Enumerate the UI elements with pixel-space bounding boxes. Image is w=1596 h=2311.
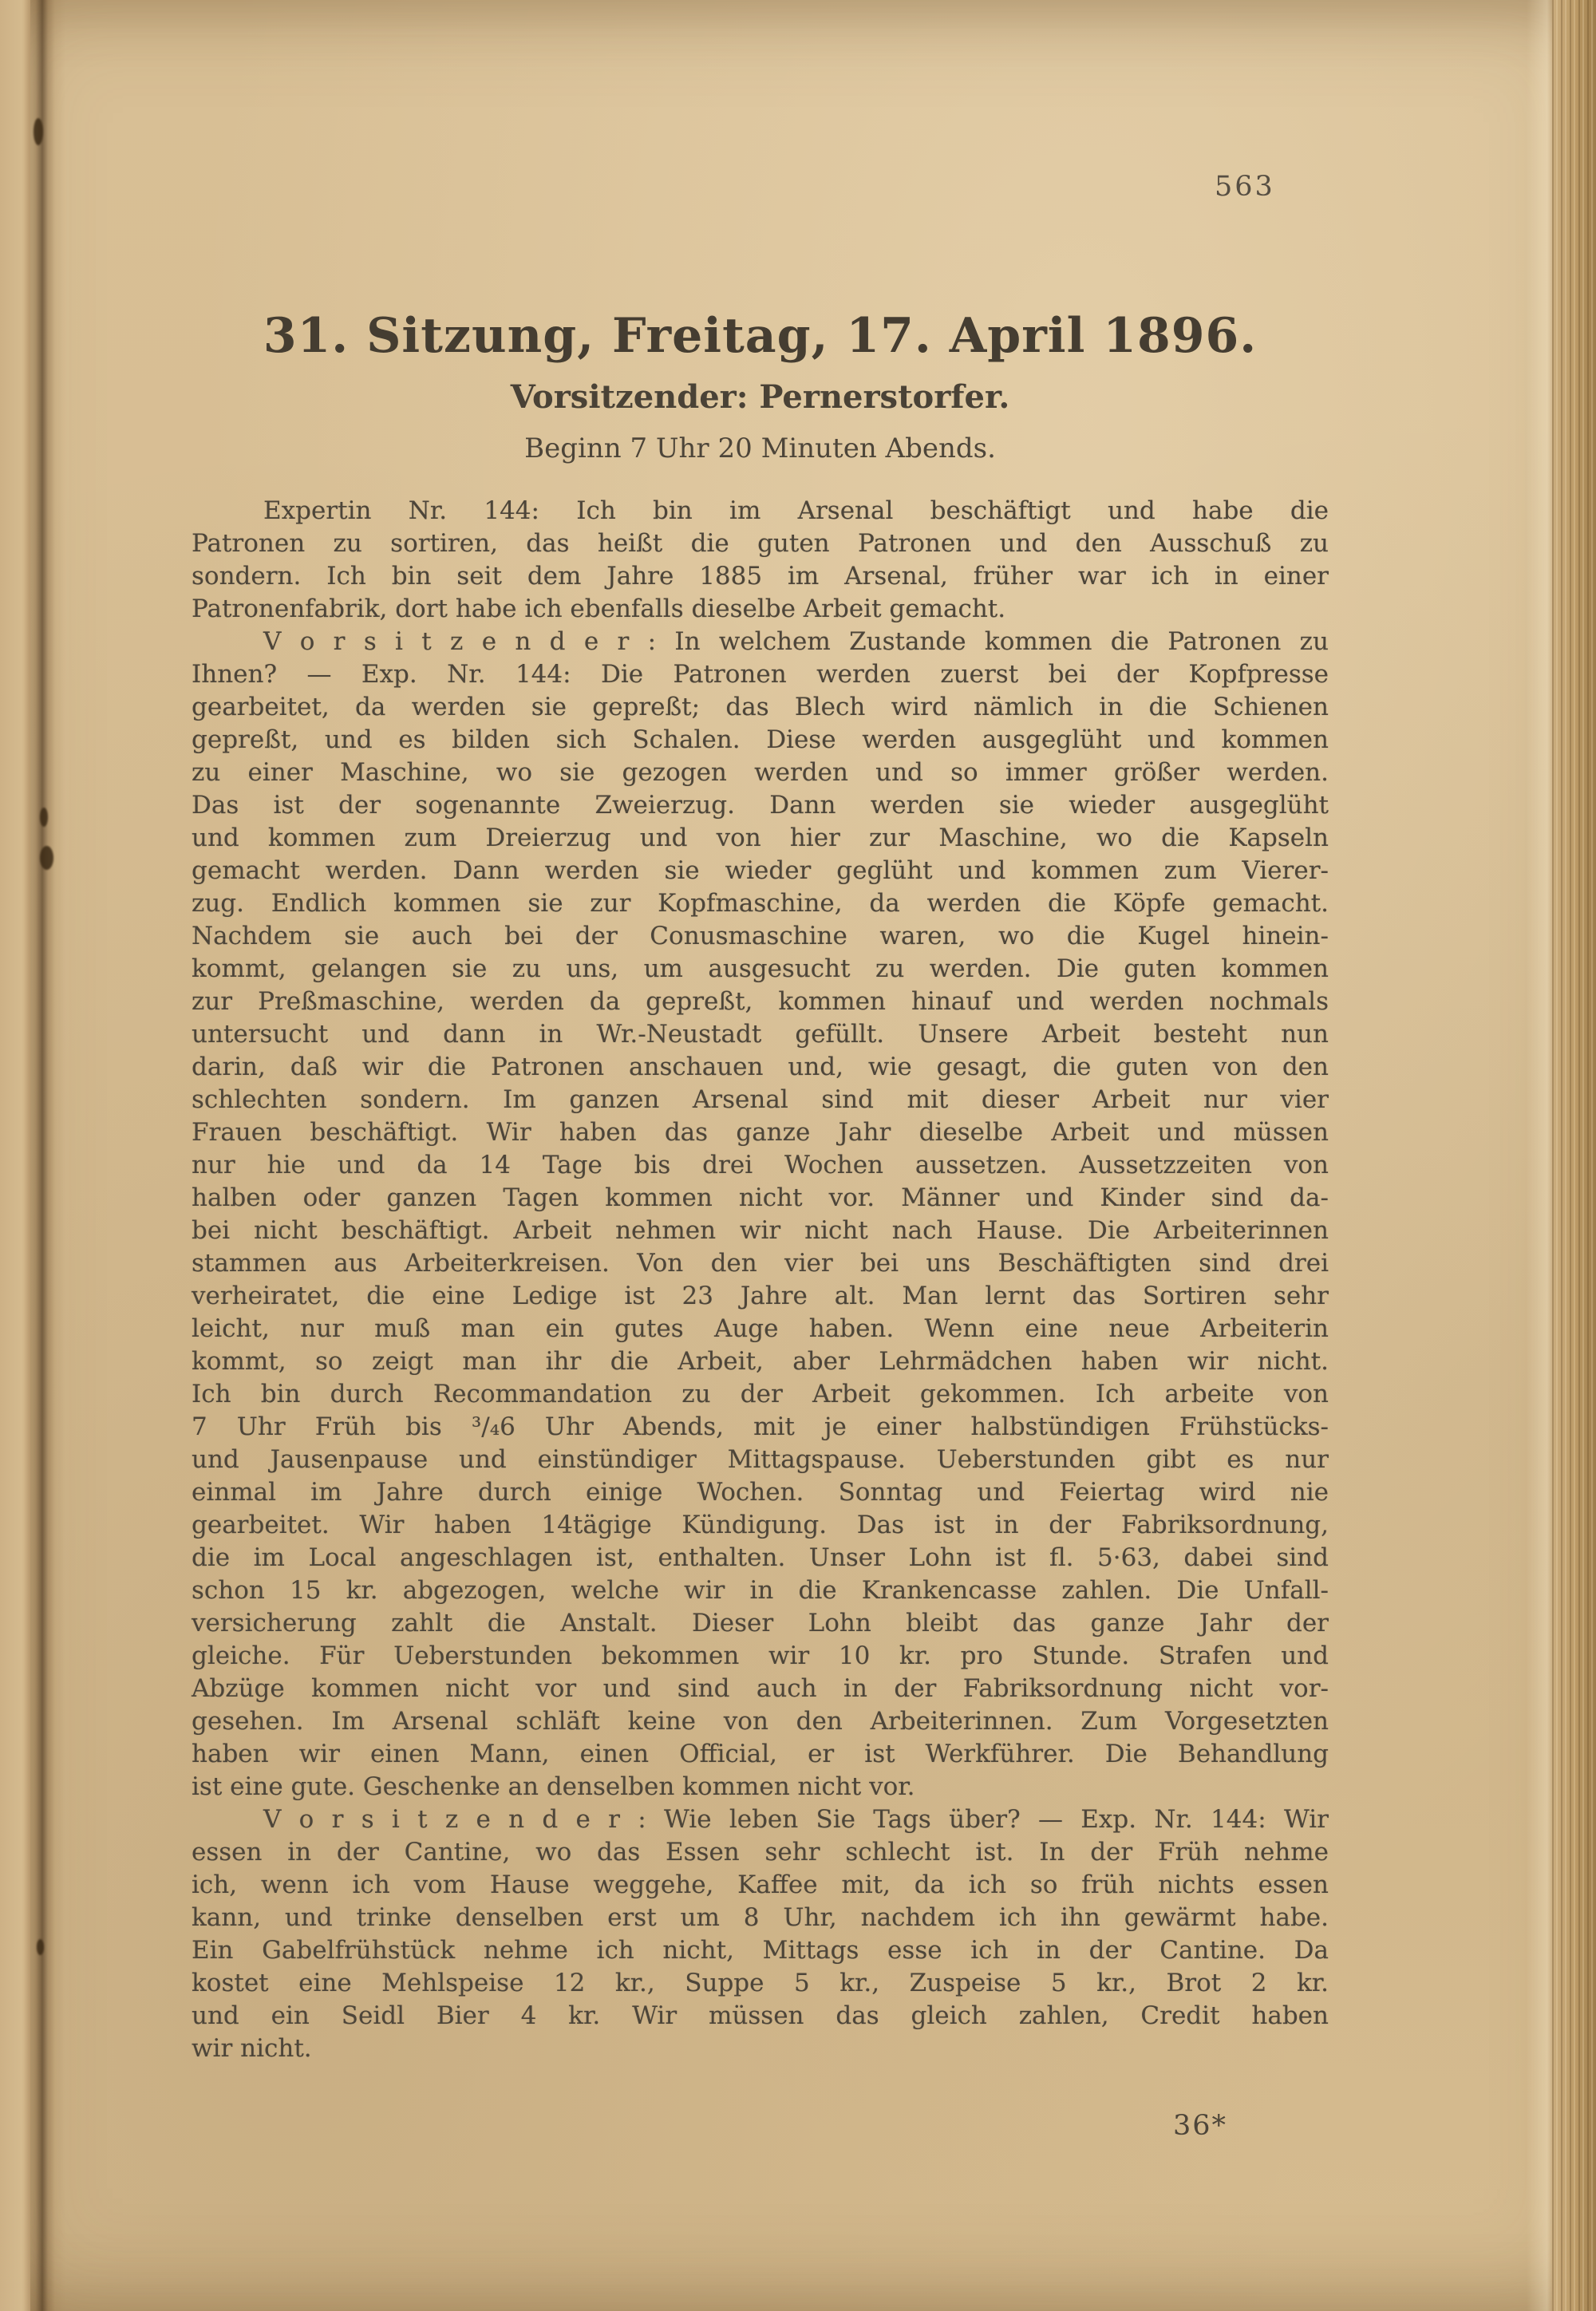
text-line: einmal im Jahre durch einige Wochen. Sonntag und Feiertag wird nie (192, 1478, 1329, 1507)
text-line: gleiche. Für Ueberstunden bekommen wir 10 kr. pro Stunde. Strafen und (192, 1641, 1329, 1670)
text-line: und Jausenpause und einstündiger Mittagspause. Ueberstunden gibt es nur (192, 1445, 1329, 1474)
text-line: Das ist der sogenannte Zweierzug. Dann werden sie wieder ausgeglüht (192, 791, 1329, 820)
text-line: gesehen. Im Arsenal schläft keine von den Arbeiterinnen. Zum Vorgesetzten (192, 1707, 1329, 1736)
text-line: Ihnen? — Exp. Nr. 144: Die Patronen werden zuerst bei der Kopfpresse (192, 660, 1329, 689)
text-line: untersucht und dann in Wr.-Neustadt gefüllt. Unsere Arbeit besteht nun (192, 1020, 1329, 1049)
text-line: verheiratet, die eine Ledige ist 23 Jahre alt. Man lernt das Sortiren sehr (192, 1282, 1329, 1310)
text-line: und ein Seidl Bier 4 kr. Wir müssen das gleich zahlen, Credit haben (192, 2001, 1329, 2030)
text-line: sondern. Ich bin seit dem Jahre 1885 im Arsenal, früher war ich in einer (192, 562, 1329, 591)
text-line: kommt, so zeigt man ihr die Arbeit, aber Lehrmädchen haben wir nicht. (192, 1347, 1329, 1376)
page-number: 563 (1215, 171, 1275, 203)
text-line: die im Local angeschlagen ist, enthalten. Unser Lohn ist fl. 5·63, dabei sind (192, 1543, 1329, 1572)
text-line: ich, wenn ich vom Hause weggehe, Kaffee mit, da ich so früh nichts essen (192, 1871, 1329, 1899)
text-line: wir nicht. (192, 2034, 312, 2063)
text-line: stammen aus Arbeiterkreisen. Von den vier bei uns Beschäftigten sind drei (192, 1249, 1329, 1278)
text-line: kostet eine Mehlspeise 12 kr., Suppe 5 kr., Zuspeise 5 kr., Brot 2 kr. (192, 1969, 1329, 1997)
fore-edge-highlight (1527, 0, 1552, 2311)
paragraph (192, 1803, 1329, 2065)
text-line: zu einer Maschine, wo sie gezogen werden und so immer größer werden. (192, 758, 1329, 787)
text-line: V o r s i t z e n d e r : Wie leben Sie Tags über? — Exp. Nr. 144: Wir (263, 1805, 1329, 1834)
text-line: Frauen beschäftigt. Wir haben das ganze Jahr dieselbe Arbeit und müssen (192, 1118, 1329, 1147)
text-line: darin, daß wir die Patronen anschauen und, wie gesagt, die guten von den (192, 1053, 1329, 1081)
text-line: gearbeitet. Wir haben 14tägige Kündigung. Das ist in der Fabriksordnung, (192, 1511, 1329, 1539)
right-page-edges (1552, 0, 1596, 2311)
text-line: Abzüge kommen nicht vor und sind auch in der Fabriksordnung nicht vor- (192, 1674, 1329, 1703)
text-line: bei nicht beschäftigt. Arbeit nehmen wir nicht nach Hause. Die Arbeiterinnen (192, 1216, 1329, 1245)
session-start-line: Beginn 7 Uhr 20 Minuten Abends. (524, 433, 996, 464)
text-line: halben oder ganzen Tagen kommen nicht vor. Männer und Kinder sind da- (192, 1183, 1329, 1212)
paragraph (192, 495, 1329, 626)
text-line: schlechten sondern. Im ganzen Arsenal sind mit dieser Arbeit nur vier (192, 1085, 1329, 1114)
gutter-crease (24, 0, 65, 2311)
text-line: Nachdem sie auch bei der Conusmaschine waren, wo die Kugel hinein- (192, 922, 1329, 950)
text-line: 7 Uhr Früh bis ³/₄6 Uhr Abends, mit je einer halbstündigen Frühstücks- (192, 1412, 1329, 1441)
text-line: ist eine gute. Geschenke an denselben kommen nicht vor. (192, 1772, 915, 1801)
transcript-text (192, 495, 1329, 2065)
text-line: leicht, nur muß man ein gutes Auge haben. Wenn eine neue Arbeiterin (192, 1314, 1329, 1343)
text-line: gemacht werden. Dann werden sie wieder geglüht und kommen zum Vierer- (192, 856, 1329, 885)
text-line: gepreßt, und es bilden sich Schalen. Diese werden ausgeglüht und kommen (192, 725, 1329, 754)
text-line: haben wir einen Mann, einen Official, er ist Werkführer. Die Behandlung (192, 1740, 1329, 1768)
text-line: Expertin Nr. 144: Ich bin im Arsenal beschäftigt und habe die (263, 496, 1329, 525)
text-line: gearbeitet, da werden sie gepreßt; das Blech wird nämlich in die Schienen (192, 693, 1329, 721)
gutter-nick (40, 808, 48, 827)
gutter-nick (34, 118, 43, 145)
text-line: Patronenfabrik, dort habe ich ebenfalls dieselbe Arbeit gemacht. (192, 595, 1006, 623)
chairman-line: Vorsitzender: Pernerstorfer. (510, 378, 1010, 416)
gutter-nick (37, 1939, 44, 1955)
text-line: kann, und trinke denselben erst um 8 Uhr, nachdem ich ihn gewärmt habe. (192, 1903, 1329, 1932)
text-line: kommt, gelangen sie zu uns, um ausgesucht zu werden. Die guten kommen (192, 954, 1329, 983)
text-line: Patronen zu sortiren, das heißt die guten Patronen und den Ausschuß zu (192, 529, 1329, 558)
text-line: zur Preßmaschine, werden da gepreßt, kommen hinauf und werden nochmals (192, 987, 1329, 1016)
text-line: versicherung zahlt die Anstalt. Dieser Lohn bleibt das ganze Jahr der (192, 1609, 1329, 1637)
signature-mark: 36* (1173, 2110, 1228, 2142)
session-title: 31. Sitzung, Freitag, 17. April 1896. (263, 308, 1258, 364)
text-line: nur hie und da 14 Tage bis drei Wochen aussetzen. Aussetzzeiten von (192, 1151, 1329, 1179)
text-line: Ein Gabelfrühstück nehme ich nicht, Mittags esse ich in der Cantine. Da (192, 1936, 1329, 1965)
text-line: essen in der Cantine, wo das Essen sehr schlecht ist. In der Früh nehme (192, 1838, 1329, 1867)
text-line: schon 15 kr. abgezogen, welche wir in die Krankencasse zahlen. Die Unfall- (192, 1576, 1329, 1605)
paragraph (192, 626, 1329, 1803)
text-line: V o r s i t z e n d e r : In welchem Zustande kommen die Patronen zu (263, 627, 1329, 656)
text-line: Ich bin durch Recommandation zu der Arbeit gekommen. Ich arbeite von (192, 1380, 1329, 1408)
gutter-nick (40, 846, 53, 870)
text-line: zug. Endlich kommen sie zur Kopfmaschine, da werden die Köpfe gemacht. (192, 889, 1329, 918)
text-line: und kommen zum Dreierzug und von hier zur Maschine, wo die Kapseln (192, 824, 1329, 852)
